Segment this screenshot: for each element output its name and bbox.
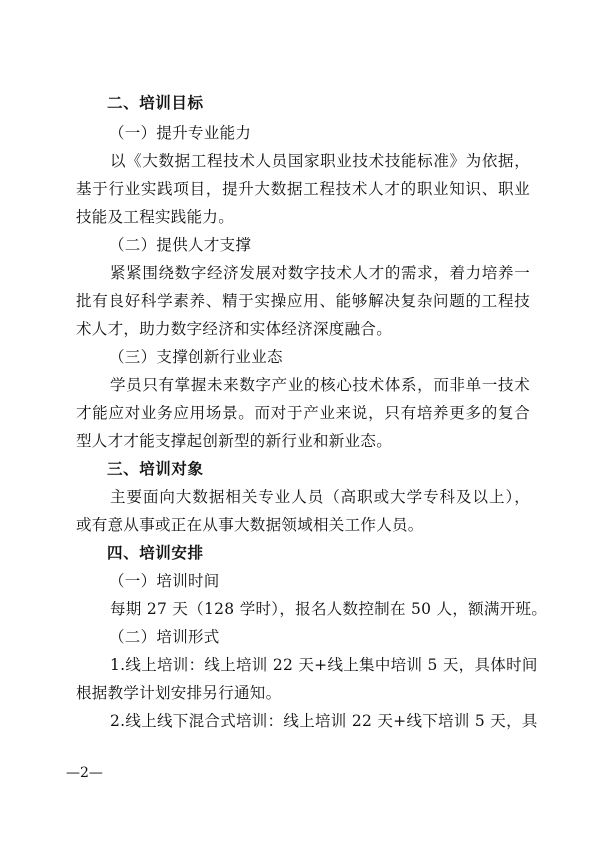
paragraph-line: 基于行业实践项目，提升大数据工程技术人才的职业知识、职业 — [76, 180, 530, 198]
paragraph-line: 2.线上线下混合式培训：线上培训 22 天+线下培训 5 天，具 — [110, 712, 538, 730]
paragraph-line: 以《大数据工程技术人员国家职业技术技能标准》为依据， — [110, 152, 530, 170]
paragraph-line: 根据教学计划安排另行通知。 — [76, 684, 282, 702]
paragraph-line: 学员只有掌握未来数字产业的核心技术体系，而非单一技术 — [110, 376, 530, 394]
paragraph-line: 或有意从事或正在从事大数据领域相关工作人员。 — [76, 516, 424, 534]
subheading-innovation: （三）支撑创新行业业态 — [109, 348, 283, 366]
paragraph-line: 1.线上培训：线上培训 22 天+线上集中培训 5 天，具体时间 — [110, 656, 538, 674]
heading-training-arrangement: 四、培训安排 — [107, 544, 204, 562]
paragraph-line: 术人才，助力数字经济和实体经济深度融合。 — [76, 320, 393, 338]
heading-training-target: 三、培训对象 — [107, 460, 204, 478]
paragraph-line: 批有良好科学素养、精于实操应用、能够解决复杂问题的工程技 — [76, 292, 530, 310]
subheading-improve-skills: （一）提升专业能力 — [109, 124, 252, 142]
subheading-talent-support: （二）提供人才支撑 — [109, 236, 252, 254]
paragraph-line: 型人才才能支撑起创新型的新行业和新业态。 — [76, 432, 393, 450]
heading-training-goals: 二、培训目标 — [107, 94, 204, 112]
paragraph-line: 主要面向大数据相关专业人员（高职或大学专科及以上）， — [110, 488, 530, 506]
subheading-training-format: （二）培训形式 — [109, 628, 220, 646]
paragraph-line: 技能及工程实践能力。 — [76, 208, 235, 226]
paragraph-line: 才能应对业务应用场景。而对于产业来说，只有培养更多的复合 — [76, 404, 530, 422]
subheading-training-time: （一）培训时间 — [109, 572, 220, 590]
page-number: —2— — [66, 765, 103, 781]
paragraph-line: 每期 27 天（128 学时），报名人数控制在 50 人，额满开班。 — [110, 600, 548, 618]
paragraph-line: 紧紧围绕数字经济发展对数字技术人才的需求，着力培养一 — [110, 264, 530, 282]
